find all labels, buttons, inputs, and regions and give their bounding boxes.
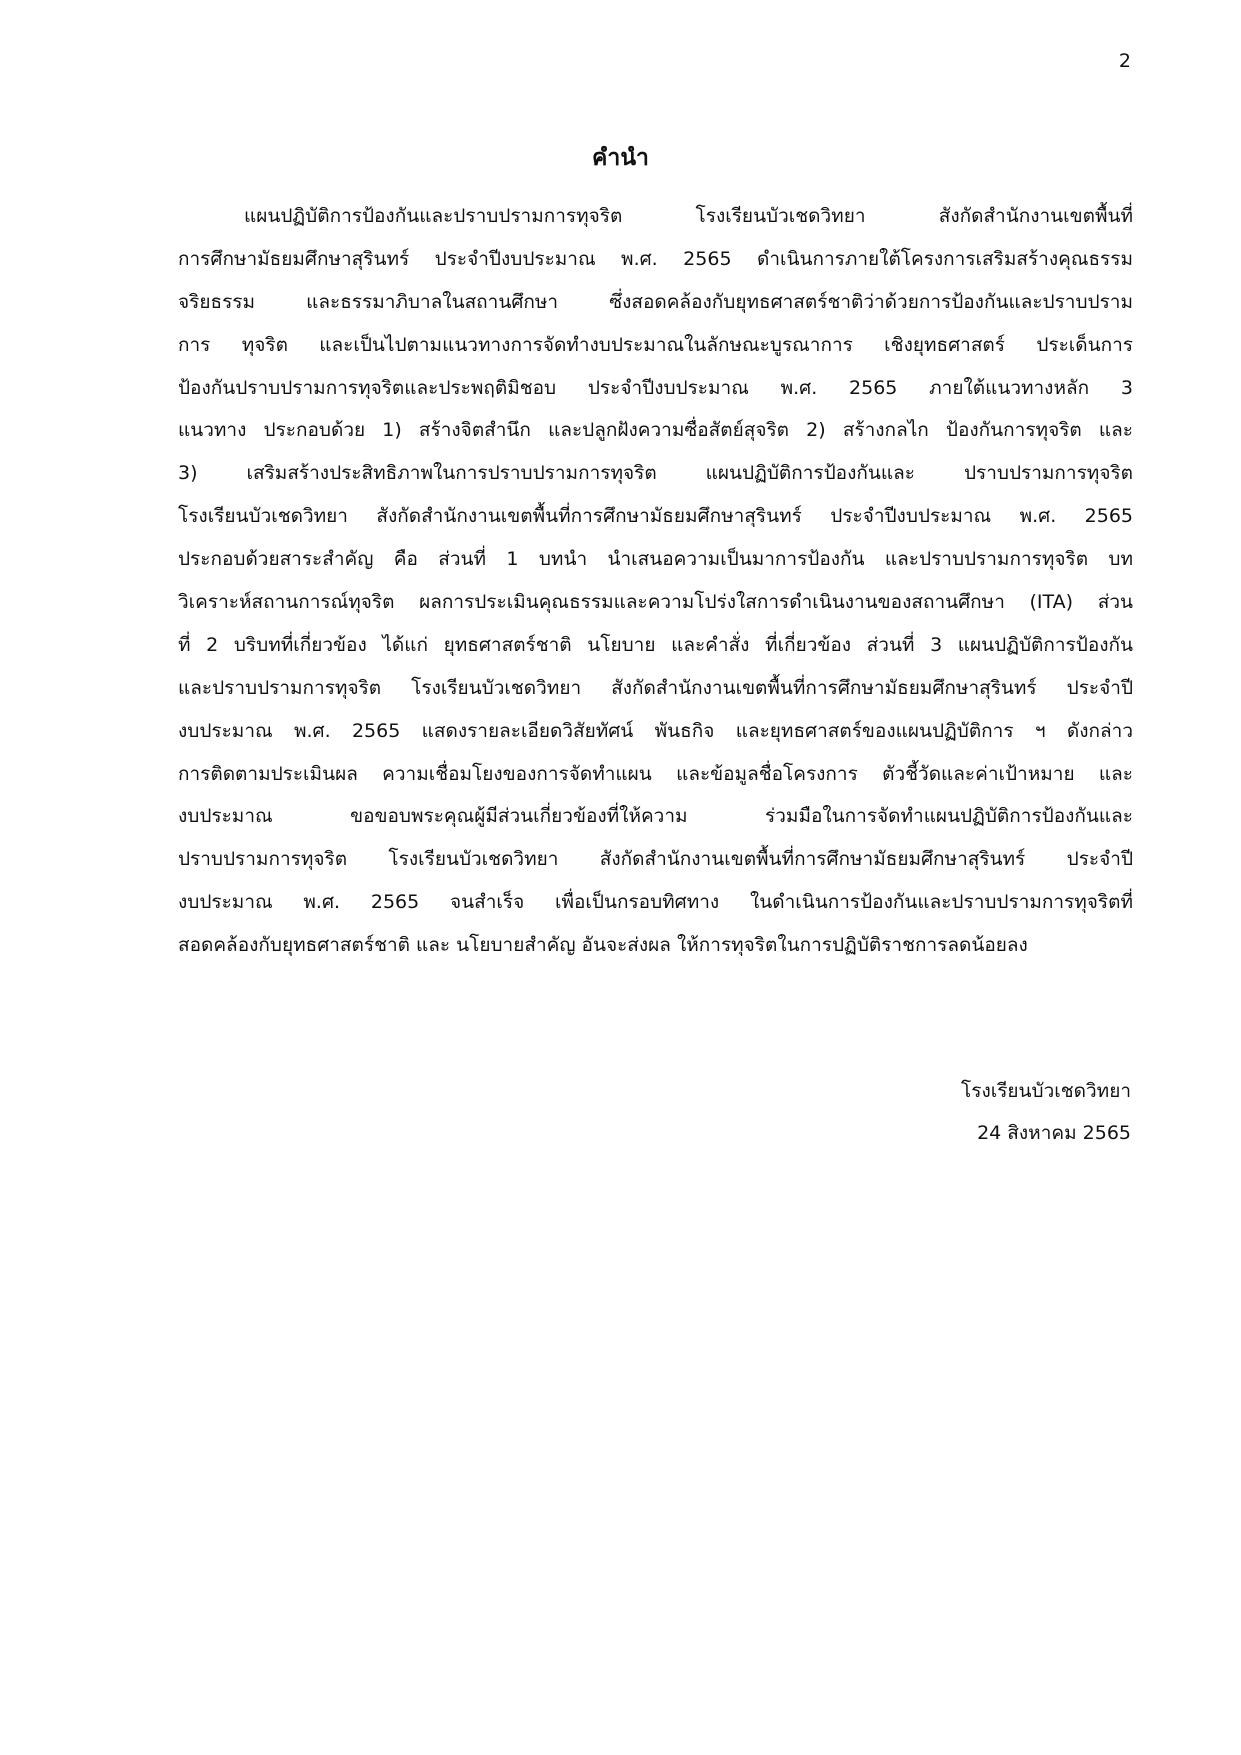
page-number: 2 <box>1118 50 1131 72</box>
paragraph-line: วิเคราะห์สถานการณ์ทุจริต ผลการประเมินคุณธรรมและความโปร่งใสการดำเนินงานของสถานศึกษา (ITA) ส่วน <box>178 591 1133 614</box>
paragraph-line: 3) เสริมสร้างประสิทธิภาพในการปราบปรามการทุจริต แผนปฏิบัติการป้องกันและ ปราบปรามการทุจริต <box>178 462 1133 485</box>
paragraph-line: การติดตามประเมินผล ความเชื่อมโยงของการจัดทำแผน และข้อมูลชื่อโครงการ ตัวชี้วัดและค่าเป้าหมาย และ <box>178 762 1133 785</box>
paragraph-line: ประกอบด้วยสาระสำคัญ คือ ส่วนที่ 1 บทนำ นำเสนอความเป็นมาการป้องกัน และปราบปรามการทุจริต บท <box>178 548 1133 571</box>
signature-date: 24 สิงหาคม 2565 <box>977 1122 1131 1144</box>
paragraph-line: แผนปฏิบัติการป้องกันและปราบปรามการทุจริต โรงเรียนบัวเชดวิทยา สังกัดสำนักงานเขตพื้นที่ <box>244 205 1133 227</box>
signature-block <box>961 1070 1131 1154</box>
paragraph-line: ปราบปรามการทุจริต โรงเรียนบัวเชดวิทยา สังกัดสำนักงานเขตพื้นที่การศึกษามัธยมศึกษาสุรินทร์ ประจำปี <box>178 848 1133 871</box>
paragraph-line: งบประมาณ พ.ศ. 2565 แสดงรายละเอียดวิสัยทัศน์ พันธกิจ และยุทธศาสตร์ของแผนปฏิบัติการ ฯ ดังกล่าว <box>178 719 1133 742</box>
paragraph-line: และปราบปรามการทุจริต โรงเรียนบัวเชดวิทยา สังกัดสำนักงานเขตพื้นที่การศึกษามัธยมศึกษาสุรินทร์ ประจำปี <box>178 676 1133 699</box>
signature-organization: โรงเรียนบัวเชดวิทยา <box>961 1080 1131 1102</box>
paragraph-line: ป้องกันปราบปรามการทุจริตและประพฤติมิชอบ ประจำปีงบประมาณ พ.ศ. 2565 ภายใต้แนวทางหลัก 3 <box>178 376 1133 399</box>
paragraph-line: การ ทุจริต และเป็นไปตามแนวทางการจัดทำงบประมาณในลักษณะบูรณาการ เชิงยุทธศาสตร์ ประเด็นการ <box>178 333 1133 356</box>
preface-paragraph <box>178 195 1133 967</box>
paragraph-line: งบประมาณ พ.ศ. 2565 จนสำเร็จ เพื่อเป็นกรอบทิศทาง ในดำเนินการป้องกันและปราบปรามการทุจริตที่ <box>178 891 1133 914</box>
paragraph-line: การศึกษามัธยมศึกษาสุรินทร์ ประจำปีงบประมาณ พ.ศ. 2565 ดำเนินการภายใต้โครงการเสริมสร้างคุณธรรม <box>178 247 1133 270</box>
paragraph-line: งบประมาณ ขอขอบพระคุณผู้มีส่วนเกี่ยวข้องที่ให้ความ ร่วมมือในการจัดทำแผนปฏิบัติการป้องกันและ <box>178 805 1133 828</box>
paragraph-line: สอดคล้องกับยุทธศาสตร์ชาติ และ นโยบายสำคัญ อันจะส่งผล ให้การทุจริตในการปฏิบัติราชการลดน้อยลง <box>178 934 1028 957</box>
document-title: คำนำ <box>592 145 649 171</box>
paragraph-line: แนวทาง ประกอบด้วย 1) สร้างจิตสำนึก และปลูกฝังความซื่อสัตย์สุจริต 2) สร้างกลไก ป้องกันการทุจริต และ <box>178 419 1133 442</box>
paragraph-line: โรงเรียนบัวเชดวิทยา สังกัดสำนักงานเขตพื้นที่การศึกษามัธยมศึกษาสุรินทร์ ประจำปีงบประมาณ พ.ศ. 2565 <box>178 505 1133 528</box>
paragraph-line: จริยธรรม และธรรมาภิบาลในสถานศึกษา ซึ่งสอดคล้องกับยุทธศาสตร์ชาติว่าด้วยการป้องกันและปราบปราม <box>178 290 1133 313</box>
paragraph-line: ที่ 2 บริบทที่เกี่ยวข้อง ได้แก่ ยุทธศาสตร์ชาติ นโยบาย และคำสั่ง ที่เกี่ยวข้อง ส่วนที่ 3 แผนปฏิบัติการป้องกัน <box>178 633 1133 656</box>
